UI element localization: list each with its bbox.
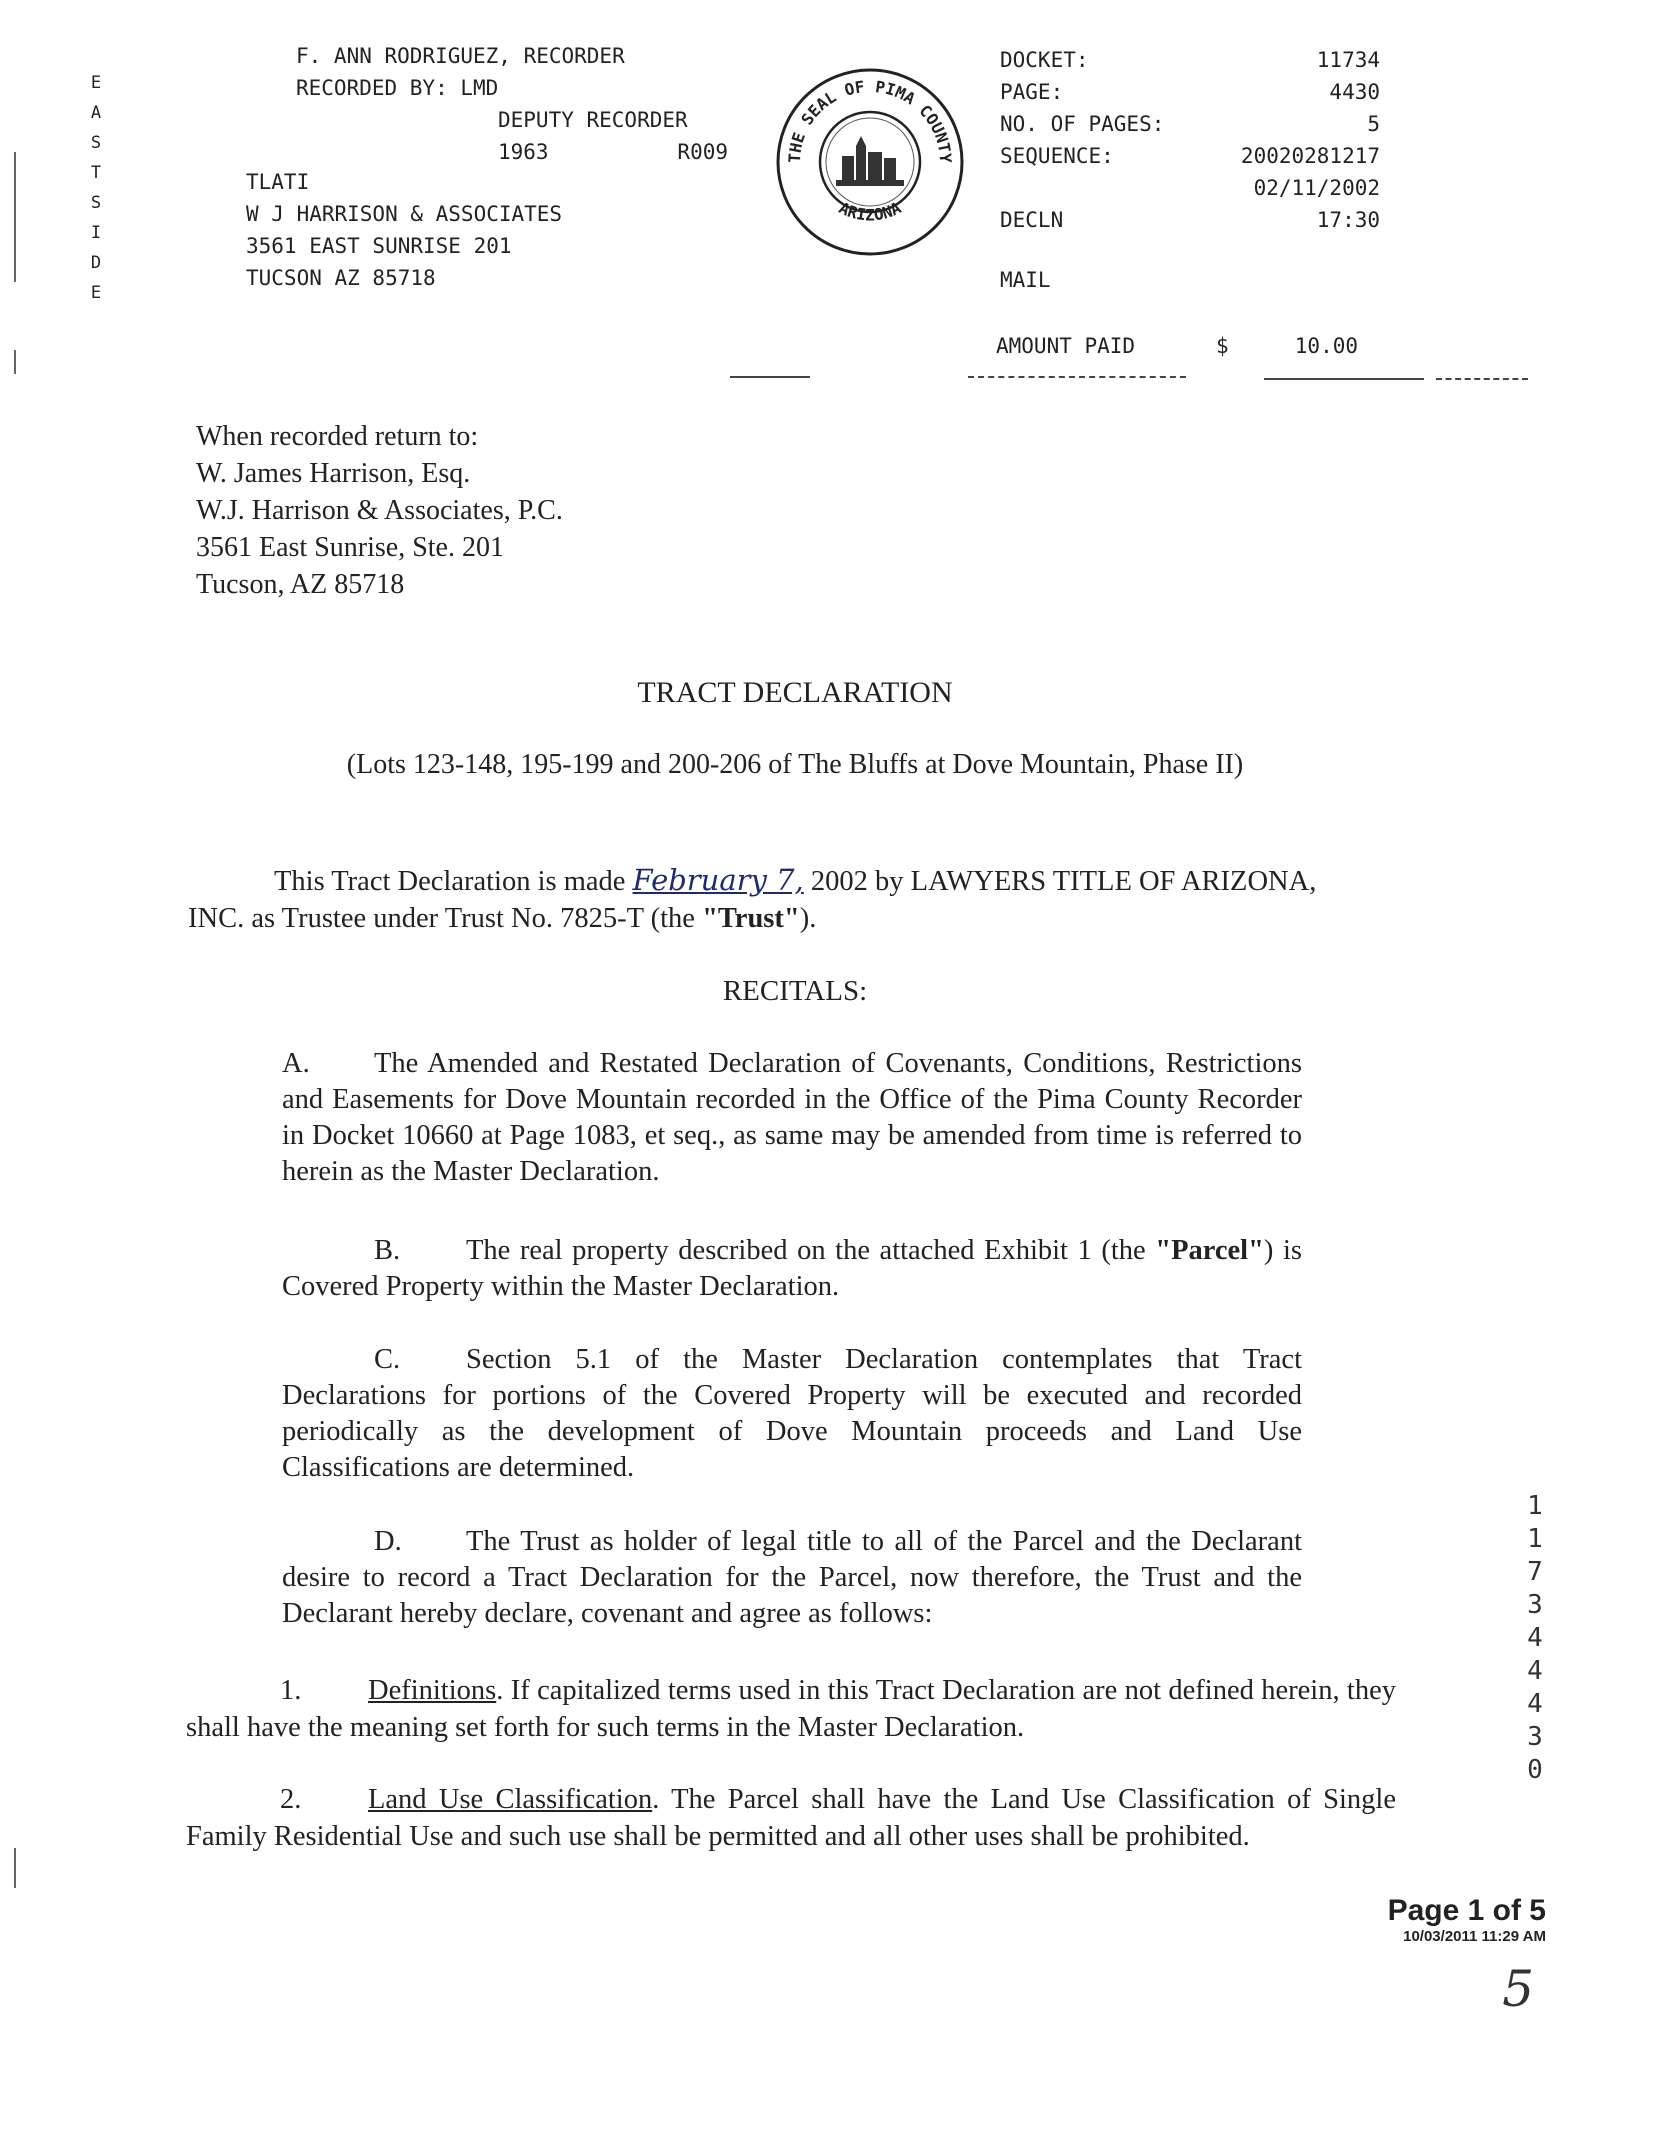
deputy-recorder: DEPUTY RECORDER <box>498 108 688 132</box>
amount-currency: $ <box>1216 334 1229 358</box>
page-row <box>1000 76 1380 108</box>
recorded-by-label: RECORDED BY: <box>296 76 448 100</box>
amount-label: AMOUNT PAID <box>996 334 1136 358</box>
section-text: If capitalized terms used in this Tract Declaration are not defined herein, they shall have the meaning set forth for such terms in the Master Declaration. <box>186 1675 1396 1743</box>
recital-a <box>282 1046 1302 1190</box>
document-title: TRACT DECLARATION <box>637 676 953 709</box>
sequence-label: SEQUENCE: <box>1000 144 1114 168</box>
print-timestamp: 10/03/2011 11:29 AM <box>1403 1928 1546 1945</box>
recital-text: The Trust as holder of legal title to all of the Parcel and the Declarant desire to record a Tract Declaration for the Parcel, now therefore, the Trust and the Declarant hereby declare, covenant and agree as follows: <box>282 1526 1302 1629</box>
pima-county-seal <box>770 62 970 262</box>
return-to-line: When recorded return to: <box>196 421 479 452</box>
recorded-by-value: LMD <box>460 76 499 100</box>
recital-letter: D. <box>374 1526 402 1557</box>
vertical-stamp-char: 0 <box>1527 1755 1543 1785</box>
handwritten-page-mark: 5 <box>1502 1960 1534 2018</box>
decln-row <box>1000 204 1380 236</box>
vertical-docket-stamp <box>1520 1490 1550 1787</box>
record-time: 17:30 <box>1316 208 1380 232</box>
scan-mark <box>14 152 16 282</box>
page-number: Page 1 of 5 <box>1387 1894 1546 1927</box>
section-number: 1. <box>280 1675 302 1706</box>
side-stamp-letter: A <box>90 103 102 123</box>
section-number: 2. <box>280 1784 302 1815</box>
recital-text: The real property described on the attached Exhibit 1 (the <box>466 1235 1156 1266</box>
pages-row <box>1000 108 1380 140</box>
recital-text: The Amended and Restated Declaration of Covenants, Conditions, Restrictions and Easements for Dove Mountain recorded in the Office of the Pima County Recorder in Docket 10660 at Page 1083, et seq., as same may be amended from time is referred to herein as the Master Declaration. <box>282 1048 1302 1187</box>
intro-text: This Tract Declaration is made <box>274 866 633 897</box>
side-stamp-letter: E <box>90 73 102 93</box>
recorder-header <box>296 40 625 104</box>
amount-paid-row <box>996 330 1358 362</box>
vertical-stamp-char: 4 <box>1527 1689 1543 1719</box>
return-to-line: Tucson, AZ 85718 <box>196 569 405 600</box>
filer-address-line1: 3561 EAST SUNRISE 201 <box>246 234 512 258</box>
parcel-defined-term: "Parcel" <box>1155 1235 1264 1266</box>
filer-code: TLATI <box>246 170 310 194</box>
side-stamp-letter: I <box>90 223 102 243</box>
decln-label: DECLN <box>1000 208 1064 232</box>
filer-company: W J HARRISON & ASSOCIATES <box>246 202 563 226</box>
section-text: The Parcel shall have the Land Use Classification of Single Family Residential Use and such use shall be permitted and all other uses shall be prohibited. <box>186 1784 1396 1852</box>
return-to-block <box>196 418 563 603</box>
amount-value: 10.00 <box>1294 334 1358 358</box>
vertical-stamp-char: 7 <box>1527 1557 1543 1587</box>
side-stamp-letter: D <box>90 253 102 273</box>
seal-top-text: THE SEAL OF PIMA COUNTY <box>784 77 956 164</box>
recital-d <box>282 1524 1302 1632</box>
vertical-stamp-char: 3 <box>1527 1590 1543 1620</box>
section-heading: Definitions <box>368 1675 497 1706</box>
return-to-line: 3561 East Sunrise, Ste. 201 <box>196 532 504 563</box>
code-row <box>498 136 728 168</box>
recital-c <box>282 1342 1302 1486</box>
recitals-heading: RECITALS: <box>722 975 868 1007</box>
side-stamp-letter: E <box>90 283 102 303</box>
code-left: 1963 <box>498 140 549 164</box>
pages-label: NO. OF PAGES: <box>1000 112 1165 136</box>
section-heading: Land Use Classification <box>368 1784 653 1815</box>
recital-text: Section 5.1 of the Master Declaration contemplates that Tract Declarations for portions of the Covered Property will be executed and recorded periodically as the development of Dove Mountain proceeds and Land Use Classifications are determined. <box>282 1344 1302 1483</box>
separator-line <box>1436 378 1528 380</box>
intro-text: 2002 by LAWYERS TITLE OF ARIZONA, <box>803 866 1317 897</box>
vertical-stamp-char: 4 <box>1527 1656 1543 1686</box>
mail-label: MAIL <box>1000 268 1051 292</box>
recorded-by <box>296 72 625 104</box>
scan-mark <box>14 1848 16 1888</box>
eastside-side-stamp <box>86 68 106 308</box>
docket-value: 11734 <box>1316 48 1380 72</box>
page-label: PAGE: <box>1000 80 1064 104</box>
side-stamp-letter: S <box>90 133 102 153</box>
intro-text: ). <box>799 903 817 934</box>
pages-value: 5 <box>1367 112 1380 136</box>
handwritten-date: February 7, <box>632 863 804 897</box>
section-definitions: 1. Definitions. If capitalized terms used in this Tract Declaration are not defined herein, they shall have the meaning set forth for such terms in the Master Declaration. <box>186 1672 1396 1746</box>
record-date: 02/11/2002 <box>1253 176 1380 200</box>
docket-row <box>1000 44 1380 76</box>
separator-line <box>730 376 810 378</box>
sequence-row <box>1000 140 1380 172</box>
side-stamp-letter: T <box>90 163 102 183</box>
intro-text: INC. as Trustee under Trust No. 7825-T (the <box>188 903 703 934</box>
seal-bottom-text: ARIZONA <box>835 198 905 225</box>
date-row <box>1000 172 1380 204</box>
recorder-name: F. ANN RODRIGUEZ, RECORDER <box>296 44 625 68</box>
page-value: 4430 <box>1329 80 1380 104</box>
recital-letter: A. <box>282 1048 310 1079</box>
filer-address <box>246 166 562 294</box>
document-subtitle: (Lots 123-148, 195-199 and 200-206 of The Bluffs at Dove Mountain, Phase II) <box>346 749 1244 780</box>
vertical-stamp-char: 1 <box>1527 1491 1543 1521</box>
recital-letter: B. <box>374 1235 401 1266</box>
sequence-value: 20020281217 <box>1240 144 1380 168</box>
recital-b <box>282 1233 1302 1305</box>
deputy-block <box>498 104 688 136</box>
code-right: R009 <box>677 140 728 164</box>
record-info <box>1000 44 1380 236</box>
recital-text: ) is Covered Property within the Master Declaration. <box>282 1235 1302 1302</box>
separator-line <box>968 376 1186 378</box>
scan-mark <box>14 350 16 374</box>
filer-address-line2: TUCSON AZ 85718 <box>246 266 436 290</box>
vertical-stamp-char: 1 <box>1527 1524 1543 1554</box>
trust-defined-term: "Trust" <box>702 903 800 934</box>
return-to-line: W.J. Harrison & Associates, P.C. <box>196 495 563 526</box>
intro-paragraph <box>188 862 1400 937</box>
vertical-stamp-char: 3 <box>1527 1722 1543 1752</box>
vertical-stamp-char: 4 <box>1527 1623 1543 1653</box>
recital-letter: C. <box>374 1344 401 1375</box>
docket-label: DOCKET: <box>1000 48 1089 72</box>
section-land-use: 2. Land Use Classification. The Parcel shall have the Land Use Classification of Single Family Residential Use and such use shall be permitted and all other uses shall be prohibited. <box>186 1781 1396 1855</box>
return-to-line: W. James Harrison, Esq. <box>196 458 471 489</box>
side-stamp-letter: S <box>90 193 102 213</box>
separator-line <box>1264 378 1424 380</box>
